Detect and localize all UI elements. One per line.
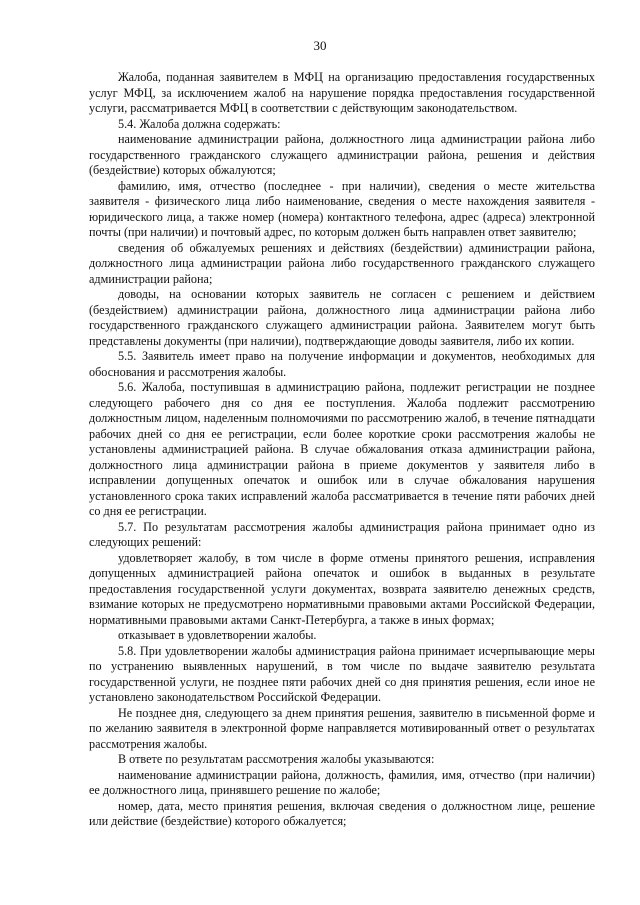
paragraph: Не позднее дня, следующего за днем принятия решения, заявителю в письменной форме и по желанию заявителя в электронной форме направляется мотивированный ответ о результатах рассмотрения жалобы. <box>89 705 595 751</box>
paragraph: наименование администрации района, должностного лица администрации района либо государственного гражданского служащего администрации района, решения и действия (бездействие) которых обжалуются; <box>89 132 595 177</box>
paragraph: 5.4. Жалоба должна содержать: <box>118 116 281 131</box>
paragraph: 5.8. При удовлетворении жалобы администрация района принимает исчерпывающие меры по устранению выявленных нарушений, в том числе по выдаче заявителю результата государственной услуги, не позднее пяти рабочих дней со дня принятия решения, если иное не установлено законодательством Российской Федерации. <box>89 643 595 704</box>
paragraph: 5.5. Заявитель имеет право на получение информации и документов, необходимых для обоснования и рассмотрения жалобы. <box>89 349 595 379</box>
paragraph: сведения об обжалуемых решениях и действиях (бездействии) администрации района, должностного лица администрации района либо государственного гражданского служащего администрации района; <box>89 240 595 286</box>
paragraph: 5.7. По результатам рассмотрения жалобы администрация района принимает одно из следующих решений: <box>89 519 595 549</box>
document-body <box>89 70 595 830</box>
paragraph: Жалоба, поданная заявителем в МФЦ на организацию предоставления государственных услуг МФЦ, за исключением жалоб на нарушение порядка предоставления государственной услуги, рассматривается МФЦ в соответствии с действующим законодательством. <box>89 70 595 115</box>
paragraph: доводы, на основании которых заявитель не согласен с решением и действием (бездействием) администрации района, должностного лица администрации района либо государственного гражданского служащего администрации района. Заявителем могут быть представлены документы (при наличии), подтверждающие доводы заявителя, либо их копии. <box>89 287 595 348</box>
paragraph: фамилию, имя, отчество (последнее - при наличии), сведения о месте жительства заявителя - физического лица либо наименование, сведения о месте нахождения заявителя - юридического лица, а также номер (номера) контактного телефона, адрес (адреса) электронной почты (при наличии) и почтовый адрес, по которым должен быть направлен ответ заявителю; <box>89 178 595 239</box>
paragraph: наименование администрации района, должность, фамилия, имя, отчество (при наличии) ее должностного лица, принявшего решение по жалобе; <box>89 767 595 797</box>
page-number: 30 <box>313 38 327 53</box>
paragraph: удовлетворяет жалобу, в том числе в форме отмены принятого решения, исправления допущенных администрацией района опечаток и ошибок в выданных в результате предоставления государственной услуги документах, возврата заявителю денежных средств, взимание которых не предусмотрено нормативными правовыми актами Российской Федерации, нормативными правовыми актами Санкт-Петербурга, а также в иных формах; <box>89 550 595 627</box>
paragraph: В ответе по результатам рассмотрения жалобы указываются: <box>118 752 435 766</box>
paragraph: номер, дата, место принятия решения, включая сведения о должностном лице, решение или действие (бездействие) которого обжалуется; <box>89 798 595 828</box>
paragraph: 5.6. Жалоба, поступившая в администрацию района, подлежит регистрации не позднее следующего рабочего дня со дня ее поступления. Жалоба подлежит рассмотрению должностным лицом, наделенным полномочиями по рассмотрению жалоб, в течение пятнадцати рабочих дней со дня ее регистрации, если более короткие сроки рассмотрения жалобы не установлены администрацией района. В случае обжалования отказа администрации района, должностного лица администрации района в приеме документов у заявителя либо в исправлении допущенных опечаток и ошибок или в случае обжалования нарушения установленного срока таких исправлений жалоба рассматривается в течение пяти рабочих дней со дня ее регистрации. <box>89 380 595 518</box>
paragraph: отказывает в удовлетворении жалобы. <box>118 628 317 642</box>
